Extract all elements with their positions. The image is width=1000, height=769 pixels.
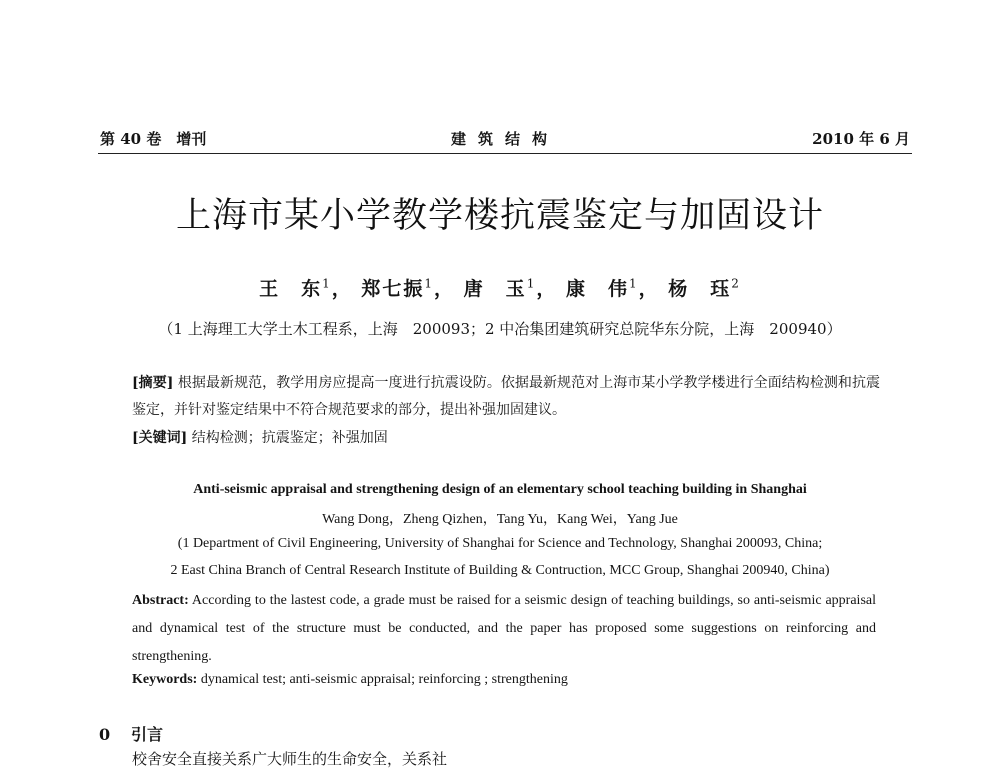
issue-date: 2010 年 6 月 (812, 130, 910, 148)
abstract-en-text: According to the lastest code, a grade must be raised for a seismic design of teaching buildings, so anti-seismic appraisal and dynamical test of the structure must be conducted, and the paper has proposed some suggestions on reinforcing and strengthening. (132, 593, 876, 664)
keywords-en-tag: Keywords: (132, 672, 198, 687)
body-text: 校舍安全直接关系广大师生的生命安全，关系社 (132, 750, 448, 768)
journal-name: 建筑结构 (450, 130, 559, 148)
paper-title: 上海市某小学教学楼抗震鉴定与加固设计 (175, 196, 824, 236)
header-rule (98, 153, 912, 154)
running-header (100, 128, 910, 150)
keywords-cn-text: 结构检测；抗震鉴定；补强加固 (191, 430, 388, 446)
keywords-en-text: dynamical test; anti-seismic appraisal; reinforcing ; strengthening (200, 672, 568, 687)
affiliation-en-line-2: 2 East China Branch of Central Research Institute of Building & Contruction, MCC Group, Shanghai 200940, China) (170, 563, 830, 578)
author: 康 伟$^1$ (565, 276, 639, 300)
author-list-cn: 王 东$^1$， 郑七振$^1$， 唐 玉$^1$， 康 伟$^1$， 杨 珏$^2$ (259, 276, 741, 300)
volume-label: 第 40 卷 增刊 (100, 130, 207, 148)
abstract-cn-tag: [摘要] (132, 375, 174, 391)
abstract-cn-text: 根据最新规范，教学用房应提高一度进行抗震设防。依据最新规范对上海市某小学教学楼进行全面结构检测和抗震鉴定，并针对鉴定结果中不符合规范要求的部分，提出补强加固建议。 (132, 375, 881, 418)
author: 王 东$^1$ (259, 276, 332, 300)
keywords-cn (132, 425, 880, 452)
abstract-en-tag: Abstract: (132, 593, 189, 608)
author-list-en: Wang Dong，Zheng Qizhen，Tang Yu，Kang Wei，Yang Jue (322, 512, 678, 527)
author: 郑七振$^1$ (361, 276, 435, 300)
author: 唐 玉$^1$ (463, 276, 537, 300)
paper-title-en: Anti-seismic appraisal and strengthening design of an elementary school teaching building in Shanghai (193, 482, 807, 497)
affiliation-en-line-1: (1 Department of Civil Engineering, University of Shanghai for Science and Technology, Shanghai 200093, China; (177, 536, 823, 551)
keywords-en (132, 670, 876, 690)
abstract-cn (132, 370, 880, 424)
author: 杨 珏$^2$ (668, 276, 741, 300)
section-heading (99, 722, 163, 745)
section-number: 0 (99, 725, 111, 744)
affiliation-cn: （1 上海理工大学土木工程系，上海 200093；2 中冶集团建筑研究总院华东分院，上海 200940） (158, 320, 842, 338)
keywords-cn-tag: [关键词] (132, 430, 188, 446)
section-title: 引言 (131, 725, 164, 744)
abstract-en (132, 587, 876, 671)
